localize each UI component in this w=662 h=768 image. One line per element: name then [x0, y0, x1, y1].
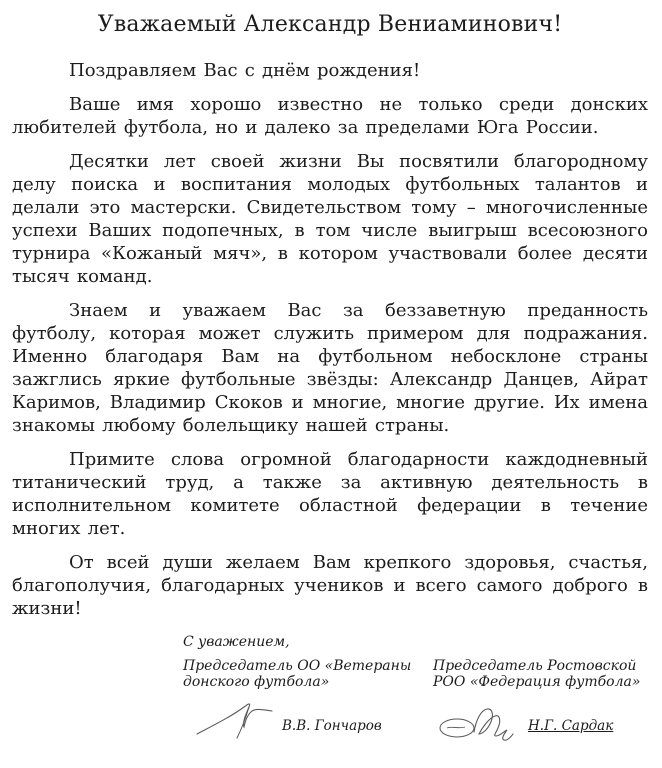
letter-title: Уважаемый Александр Вениаминович! — [97, 12, 563, 37]
signature-name-right: Н.Г. Сардак — [528, 718, 614, 734]
handwritten-signature-left-icon — [194, 698, 276, 746]
closing-salutation: С уважением, — [183, 634, 290, 650]
paragraph-greeting: Поздравляем Вас с днём рождения! — [69, 60, 421, 81]
handwritten-signature-right-icon — [437, 704, 515, 750]
paragraph-gratitude: Примите слова огромной благодарности каждодневный титанический труд, а также за активную деятельность в исполнительном комитете областной федерации в течение многих лет. — [12, 449, 648, 539]
letter-body — [12, 59, 648, 620]
paragraph-wishes: От всей души желаем Вам крепкого здоровья, счастья, благополучия, благодарных учеников и всего самого доброго в жизни! — [12, 552, 648, 619]
paragraph-devotion: Знаем и уважаем Вас за беззаветную преданность футболу, которая может служить примером для подражания. Именно благодаря Вам на футбольном небосклоне страны зажглись яркие футбольные звёзды: Александр Данцев, Айрат Каримов, Владимир Скоков и многие, многие другие. Их имена знакомы любому болельщику нашей страны. — [12, 300, 648, 436]
signatures-row — [12, 698, 648, 768]
closing-block — [183, 634, 648, 650]
signatory-title-left: Председатель ОО «Ветераны донского футбола» — [183, 658, 412, 690]
signatory-title-right: Председатель Ростовской РОО «Федерация футбола» — [433, 658, 641, 690]
paragraph-fame: Ваше имя хорошо известно не только среди донских любителей футбола, но и далеко за пределами Юга России. — [12, 94, 648, 138]
signature-name-left: В.В. Гончаров — [282, 718, 382, 734]
paragraph-career: Десятки лет своей жизни Вы посвятили благородному делу поиска и воспитания молодых футбольных талантов и делали это мастерски. Свидетельством тому – многочисленные успехи Ваших подопечных, в том числе выигрыш всесоюзного турнира «Кожаный мяч», в котором участвовали более десяти тысяч команд. — [12, 151, 648, 287]
signatory-titles — [12, 659, 648, 690]
